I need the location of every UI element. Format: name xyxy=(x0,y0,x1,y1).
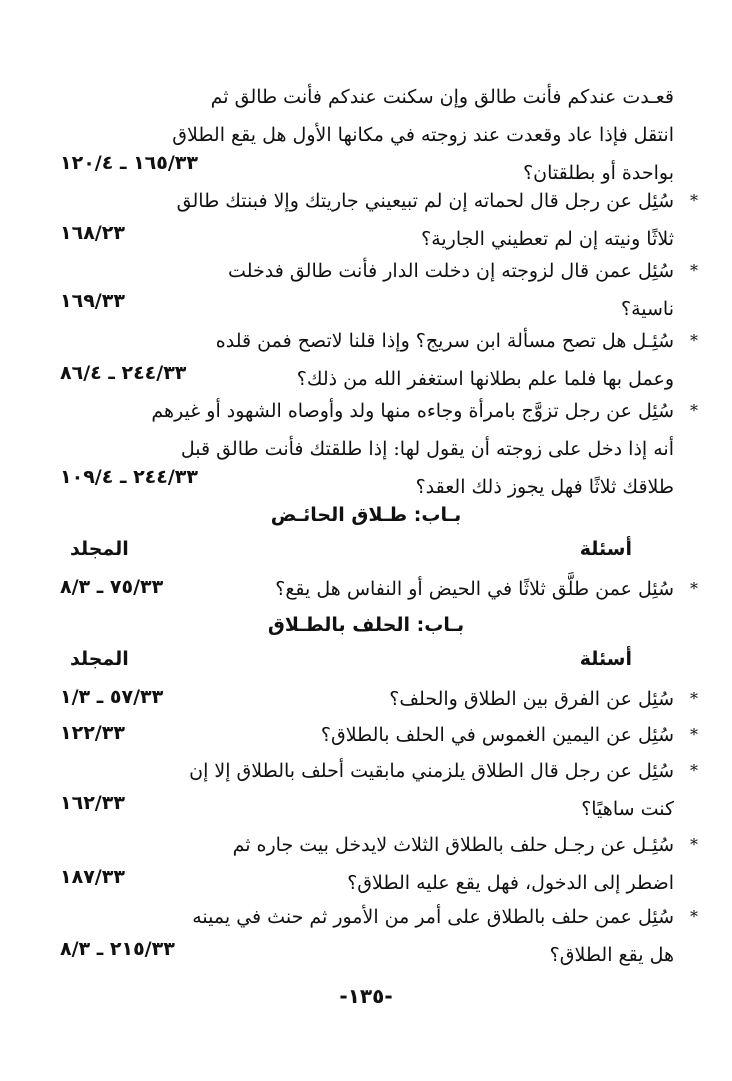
question-line: قعـدت عندكم فأنت طالق وإن سكنت عندكم فأنت طالق ثم xyxy=(210,86,674,108)
questions-column-header: أسئلة xyxy=(579,648,632,670)
question-line: أنه إذا دخل على زوجته أن يقول لها: إذا طلقتك فأنت طالق قبل xyxy=(180,438,674,460)
question-line: سُئِل عن رجل قال الطلاق يلزمني مابقيت أحلف بالطلاق إلا إن xyxy=(189,760,674,782)
question-line: كنت ساهيًا؟ xyxy=(581,798,674,820)
question-line: سُئِل عن الفرق بين الطلاق والحلف؟ xyxy=(389,688,674,710)
section-heading: بـاب: الحلف بالطـلاق xyxy=(267,614,465,636)
bullet-star-icon: * xyxy=(690,835,698,854)
question-line: ثلاثًا ونيته إن لم تعطيني الجارية؟ xyxy=(421,228,674,250)
volume-column-header: المجلد xyxy=(70,538,129,560)
bullet-star-icon: * xyxy=(690,725,698,744)
question-line: سُئِل عن اليمين الغموس في الحلف بالطلاق؟ xyxy=(320,724,674,746)
volume-page-reference: ٧٥/٣٣ ـ ٨/٣ xyxy=(60,576,164,598)
volume-page-reference: ١٦٩/٣٣ xyxy=(60,290,125,312)
volume-page-reference: ١٨٧/٣٣ xyxy=(60,866,125,888)
page-number: -١٣٥- xyxy=(339,984,393,1008)
question-line: سُئِل عن رجل تزوَّج بامرأة وجاءه منها ولد وأوصاه الشهود أو غيرهم xyxy=(151,400,674,422)
question-line: وعمل بها فلما علم بطلانها استغفر الله من ذلك؟ xyxy=(296,368,674,390)
volume-page-reference: ٥٧/٣٣ ـ ١/٣ xyxy=(60,686,164,708)
volume-page-reference: ١٦٨/٢٣ xyxy=(60,222,125,244)
volume-page-reference: ٢١٥/٣٣ ـ ٨/٣ xyxy=(60,938,175,960)
question-entry xyxy=(214,570,698,608)
section-heading: بـاب: طـلاق الحائـض xyxy=(270,504,462,526)
question-entry xyxy=(214,680,698,718)
bullet-star-icon: * xyxy=(690,331,698,350)
question-line: سُئِل عمن قال لزوجته إن دخلت الدار فأنت طالق فدخلت xyxy=(228,260,674,282)
question-line: هل يقع الطلاق؟ xyxy=(549,944,674,966)
bullet-star-icon: * xyxy=(690,907,698,926)
question-line: سُئِـل هل تصح مسألة ابن سريج؟ وإذا قلنا لاتصح فمن قلده xyxy=(215,330,674,352)
volume-page-reference: ٢٤٤/٣٣ ـ ١٠٩/٤ xyxy=(60,466,198,488)
question-entry xyxy=(214,322,698,398)
volume-page-reference: ١٢٢/٣٣ xyxy=(60,722,125,744)
question-entry xyxy=(214,252,698,328)
question-line: اضطر إلى الدخول، فهل يقع عليه الطلاق؟ xyxy=(347,872,674,894)
volume-column-header: المجلد xyxy=(70,648,129,670)
question-entry xyxy=(176,182,698,258)
question-line: سُئِل عمن حلف بالطلاق على أمر من الأمور ثم حنث في يمينه xyxy=(192,906,674,928)
bullet-star-icon: * xyxy=(690,579,698,598)
question-line: سُئِل عن رجل قال لحماته إن لم تبيعيني جاريتك وإلا فبنتك طالق xyxy=(176,190,674,212)
question-line: بواحدة أو بطلقتان؟ xyxy=(523,162,674,184)
bullet-star-icon: * xyxy=(690,761,698,780)
question-line: سُئِـل عن رجـل حلف بالطلاق الثلاث لايدخل بيت جاره ثم xyxy=(232,834,674,856)
question-entry xyxy=(214,826,698,902)
volume-page-reference: ٢٤٤/٣٣ ـ ٨٦/٤ xyxy=(60,362,187,384)
questions-column-header: أسئلة xyxy=(579,538,632,560)
question-line: طلاقك ثلاثًا فهل يجوز ذلك العقد؟ xyxy=(415,476,674,498)
question-line: سُئِل عمن طلَّق ثلاثًا في الحيض أو النفاس هل يقع؟ xyxy=(275,578,674,600)
volume-page-reference: ١٦٢/٣٣ xyxy=(60,792,125,814)
question-entry xyxy=(172,78,674,192)
question-line: ناسية؟ xyxy=(620,298,674,320)
volume-page-reference: ١٦٥/٣٣ ـ ١٢٠/٤ xyxy=(60,152,198,174)
question-entry xyxy=(192,898,698,974)
question-line: انتقل فإذا عاد وقعدت عند زوجته في مكانها الأول هل يقع الطلاق xyxy=(172,124,674,146)
bullet-star-icon: * xyxy=(690,191,698,210)
bullet-star-icon: * xyxy=(690,401,698,420)
question-entry xyxy=(214,716,698,754)
bullet-star-icon: * xyxy=(690,689,698,708)
question-entry xyxy=(151,392,698,506)
bullet-star-icon: * xyxy=(690,261,698,280)
question-entry xyxy=(189,752,698,828)
